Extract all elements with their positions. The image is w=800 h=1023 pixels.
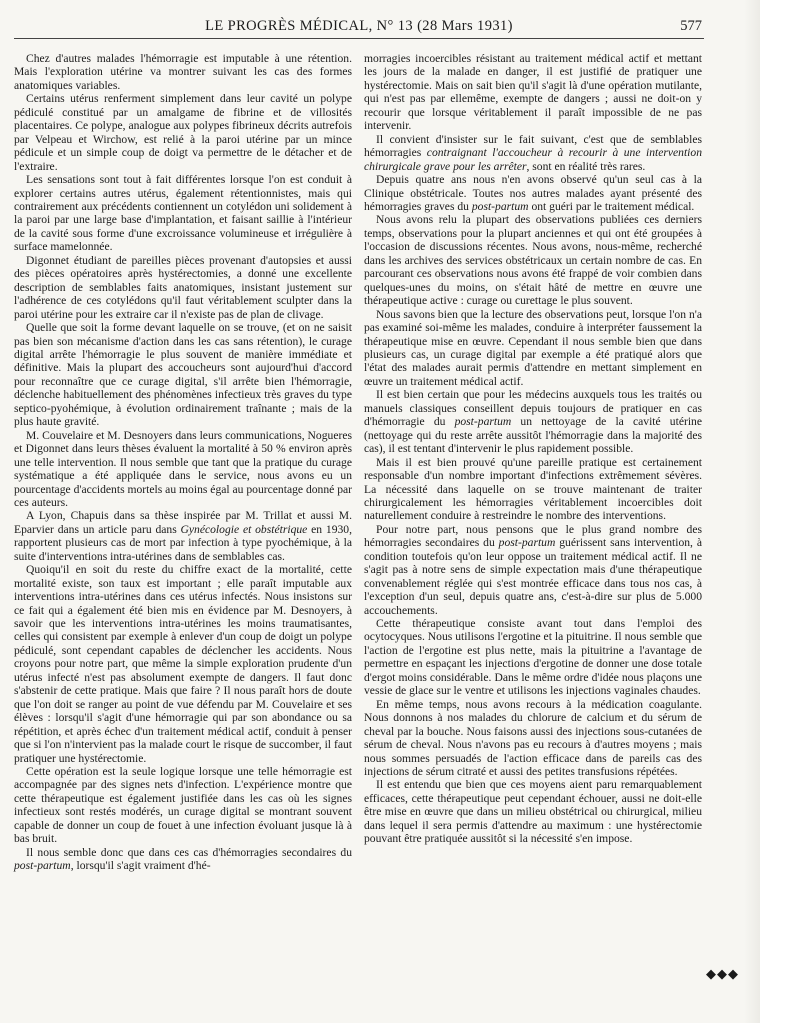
text-run: Quelle que soit la forme devant laquelle on se trouve, (et on ne saisit pas bien son mécanisme d'action dans les cas sans rétention), le curage digital arrête l'hémorragie le plus souvent de manière immédiate et définitive. Mais la plupart des accoucheurs sont aujourd'hui d'accord pour reconnaître que ce curage digital, s'il arrête bien l'hémorragie, déclenche habituellement des phénomènes infectieux très graves du type septico-pyohémique, à évolution ordinairement traînante ; mais de la plus haute gravité. xyxy=(14,321,352,429)
italic-text: Gynécologie et obstétrique xyxy=(180,522,308,536)
page-number: 577 xyxy=(680,18,702,34)
text-run: Certains utérus renferment simplement dans leur cavité un polype pédiculé constitué par un amalgame de fibrine et de villosités placentaires. Ce polype, analogue aux polypes fibrineux décrits autrefois par Velpeau et Wirchow, est relié à la paroi utérine par un mince pédicule et un simple coup de doigt va permettre de le détacher et de l'extraire. xyxy=(14,92,352,173)
paragraph xyxy=(364,388,702,455)
text-run: En même temps, nous avons recours à la médication coagulante. Nous donnons à nos malades du chlorure de calcium et du sérum de cheval par la bouche. Nous faisons aussi des injections sous-cutanées de sérum de cheval. Nous n'avons pas eu recours à d'autres moyens ; mais nous sommes persuadés de l'action efficace dans de pareils cas des injections de sérum citraté et aussi des petites transfusions répétées. xyxy=(364,697,702,779)
text-run: ont guéri par le traitement médical. xyxy=(528,199,695,213)
paragraph xyxy=(14,173,352,254)
page-margin xyxy=(760,0,800,1023)
italic-text: contraignant l'accoucheur à recourir à une intervention chirurgicale grave pour les arrêter xyxy=(364,146,702,173)
paragraph xyxy=(14,846,352,873)
paragraph xyxy=(14,429,352,510)
text-run: Il est entendu que bien que ces moyens aient paru remarquablement efficaces, cette thérapeutique peut cependant échouer, aussi ne doit-elle être mise en œuvre que dans un milieu obstétrical ou chirurgical, milieu dans lequel il sera permis d'attendre au maximum : une hystérectomie pouvant être pratiquée aussitôt si la nécessité s'en impose. xyxy=(364,778,702,846)
text-run: Nous avons relu la plupart des observations publiées ces derniers temps, observations pour la plupart anciennes et qui ont été groupées à l'occasion de discussions récentes. Nous avons, nous-même, recherché dans les archives des services obstétricaux un certain nombre de cas. En parcourant ces observations nous avons été frappé de voir combien dans quelques-unes du moins, on s'était hâté de mettre en œuvre une thérapeutique active : curage ou curettage le plus souvent. xyxy=(364,213,702,308)
text-run: Les sensations sont tout à fait différentes lorsque l'on est conduit à explorer certains autres utérus, également rétentionnistes, mais qui contrairement aux précédents contiennent un cotylédon uni solidement à la paroi par une large base d'implantation, et faisant saillie à l'intérieur de la cavité sous forme d'une excroissance volumineuse et irrégulière à surface mamelonnée. xyxy=(14,173,352,254)
text-run: Nous savons bien que la lecture des observations peut, lorsque l'on n'a pas examiné soi-même les malades, conduire à interpréter faussement la thérapeutique mise en œuvre. Cependant il nous semble bien que dans plusieurs cas, un curage digital par exemple a été pratiqué alors que l'état des malades aurait permis d'attendre en mettant simplement en œuvre un traitement médical actif. xyxy=(364,307,702,388)
paragraph xyxy=(364,523,702,617)
paragraph xyxy=(364,778,702,845)
paragraph xyxy=(364,133,702,173)
text-run: Cette thérapeutique consiste avant tout dans l'emploi des ocytocyques. Nous utilisons l'ergotine et la pituitrine. Il nous semble que l'action de l'ergotine est plus nette, mais la pituitrine a l'avantage de permettre en espaçant les injections d'ergotine de donner une dose totale d'ergot moins considérable. Dans le même ordre d'idée nous plaçons une vessie de glace sur le ventre et utilisons les injections vaginales chaudes. xyxy=(364,617,702,698)
end-ornament: ◆◆◆ xyxy=(706,966,739,981)
paragraph xyxy=(14,765,352,846)
italic-text: post-partum xyxy=(498,536,556,550)
paragraph xyxy=(364,617,702,698)
paragraph xyxy=(364,173,702,213)
page-fold-shadow xyxy=(744,0,760,1023)
text-run: A Lyon, Chapuis dans sa thèse inspirée par M. Trillat et aussi M. Eparvier dans un article paru dans xyxy=(14,509,352,536)
journal-title: LE PROGRÈS MÉDICAL, N° 13 (28 Mars 1931) xyxy=(205,18,513,34)
paragraph xyxy=(364,52,702,133)
text-run: morragies incoercibles résistant au traitement médical actif et mettant les jours de la malade en danger, il est justifié de pratiquer une hystérectomie. Mais on sait bien qu'il s'agit là d'une opération mutilante, qui n'est pas par ellemême, exempte de dangers ; aussi ne doit-on y recourir que lorsque véritablement il paraît impossible de ne pas intervenir. xyxy=(364,52,702,133)
text-run: un nettoyage de la cavité utérine (nettoyage qui du reste arrête aussitôt l'hémorragie dans la majorité des cas), il est tentant d'intervenir le plus rapidement possible. xyxy=(364,415,702,456)
text-run: , lorsqu'il s'agit vraiment d'hé- xyxy=(70,859,211,873)
text-run: Cette opération est la seule logique lorsque une telle hémorragie est accompagnée par des signes nets d'infection. L'expérience montre que cette thérapeutique est également justifiée dans les cas où les signes infectieux sont restés modérés, un curage digital se montrant souvent capable de donner un coup de fouet à une infection évoluant jusque là à bas bruit. xyxy=(14,765,352,846)
text-run: Digonnet étudiant de pareilles pièces provenant d'autopsies et aussi des pièces opératoires après hystérectomies, a donné une excellente description de semblables faits anatomiques, insistant justement sur l'adhérence de ces cotylédons qu'il faut véritablement sculpter dans la paroi utérine pour les extraire car il n'existe pas de plan de clivage. xyxy=(14,253,352,321)
paragraph xyxy=(14,563,352,765)
text-run: Il est bien certain que pour les médecins auxquels tous les traités ou manuels classiques conseillent depuis toujours de pratiquer en cas d'hémorragie du xyxy=(364,388,702,429)
running-header xyxy=(14,14,704,39)
paragraph xyxy=(14,509,352,563)
paragraph xyxy=(14,92,352,173)
text-run: Il convient d'insister sur le fait suivant, c'est que de semblables hémorragies xyxy=(364,132,702,160)
paragraph xyxy=(364,698,702,779)
text-run: , sont en réalité très rares. xyxy=(526,159,646,173)
text-run: guérissent sans intervention, à condition toutefois qu'on leur oppose un traitement médical actif. Il ne s'agit pas à notre sens de simple expectation mais d'une thérapeutique convenablement réglée qui s'est montrée efficace dans tous nos cas, à l'exception d'un seul, depuis quatre ans, c'est-à-dire sur plus de 5.000 accouchements. xyxy=(364,536,702,617)
italic-text: post-partum xyxy=(14,859,71,873)
text-run: M. Couvelaire et M. Desnoyers dans leurs communications, Nogueres et Digonnet dans leurs thèses évaluent la mortalité à 50 % environ après une telle intervention. Il nous semble que tant que la pratique du curage systématique a été appliquée dans le service, nous avons eu un pourcentage d'accidents mortels au moins égal au pourcentage donné par ces auteurs. xyxy=(14,428,352,509)
text-run: Mais il est bien prouvé qu'une pareille pratique est certainement responsable d'un nombre important d'infections extrêmement sévères. La nécessité dans laquelle on se trouve maintenant de traiter chirurgicalement les hémorragies véritablement incoercibles doit naturellement conduire à restreindre le nombre des interventions. xyxy=(364,455,702,523)
left-column xyxy=(14,52,352,873)
text-run: Depuis quatre ans nous n'en avons observé qu'un seul cas à la Clinique obstétricale. Toutes nos autres malades ayant présenté des hémorragies graves du xyxy=(364,173,702,213)
paragraph xyxy=(14,254,352,321)
text-run: en 1930, rapportent plusieurs cas de mort par infection à type pyochémique, à la suite d'interventions intra-utérines dans de semblables cas. xyxy=(14,522,352,563)
paragraph xyxy=(14,321,352,429)
paragraph xyxy=(364,308,702,389)
right-column xyxy=(364,52,702,846)
italic-text: post-partum xyxy=(454,415,512,429)
text-run: Pour notre part, nous pensons que le plus grand nombre des hémorragies secondaires du xyxy=(364,522,702,550)
italic-text: post-partum xyxy=(471,199,529,213)
paragraph xyxy=(364,456,702,523)
text-run: Quoiqu'il en soit du reste du chiffre exact de la mortalité, cette mortalité existe, son taux est important ; elle paraît imputable aux interventions intra-utérines dans ces utérus infectés. Nous insistons sur ce fait qui a également été bien mis en évidence par M. Desnoyers, à savoir que les interventions intra-utérines les moins traumatisantes, celles qui consistent par exemple à enlever d'un coup de doigt un polype pédiculé, sont cependant capables de déclencher les accidents. Nous croyons pour notre part, que même la simple exploration prudente d'un utérus infecté n'est pas absolument exempte de dangers. Il faut donc s'abstenir de cette pratique. Mais que faire ? Il nous paraît hors de doute que l'on doit se ranger au point de vue défendu par M. Couvelaire et ses élèves : lorsqu'il s'agit d'une hémorragie qui par son abondance ou sa répétition, et après échec d'un traitement médical actif, conduit à penser que si l'on n'intervient pas la malade court le risque de succomber, il faut pratiquer une hystérectomie. xyxy=(14,563,352,765)
paragraph xyxy=(364,213,702,307)
text-run: Chez d'autres malades l'hémorragie est imputable à une rétention. Mais l'exploration utérine va montrer suivant les cas des formes anatomiques variables. xyxy=(14,52,352,92)
paragraph xyxy=(14,52,352,92)
text-run: Il nous semble donc que dans ces cas d'hémorragies secondaires du xyxy=(26,845,352,859)
